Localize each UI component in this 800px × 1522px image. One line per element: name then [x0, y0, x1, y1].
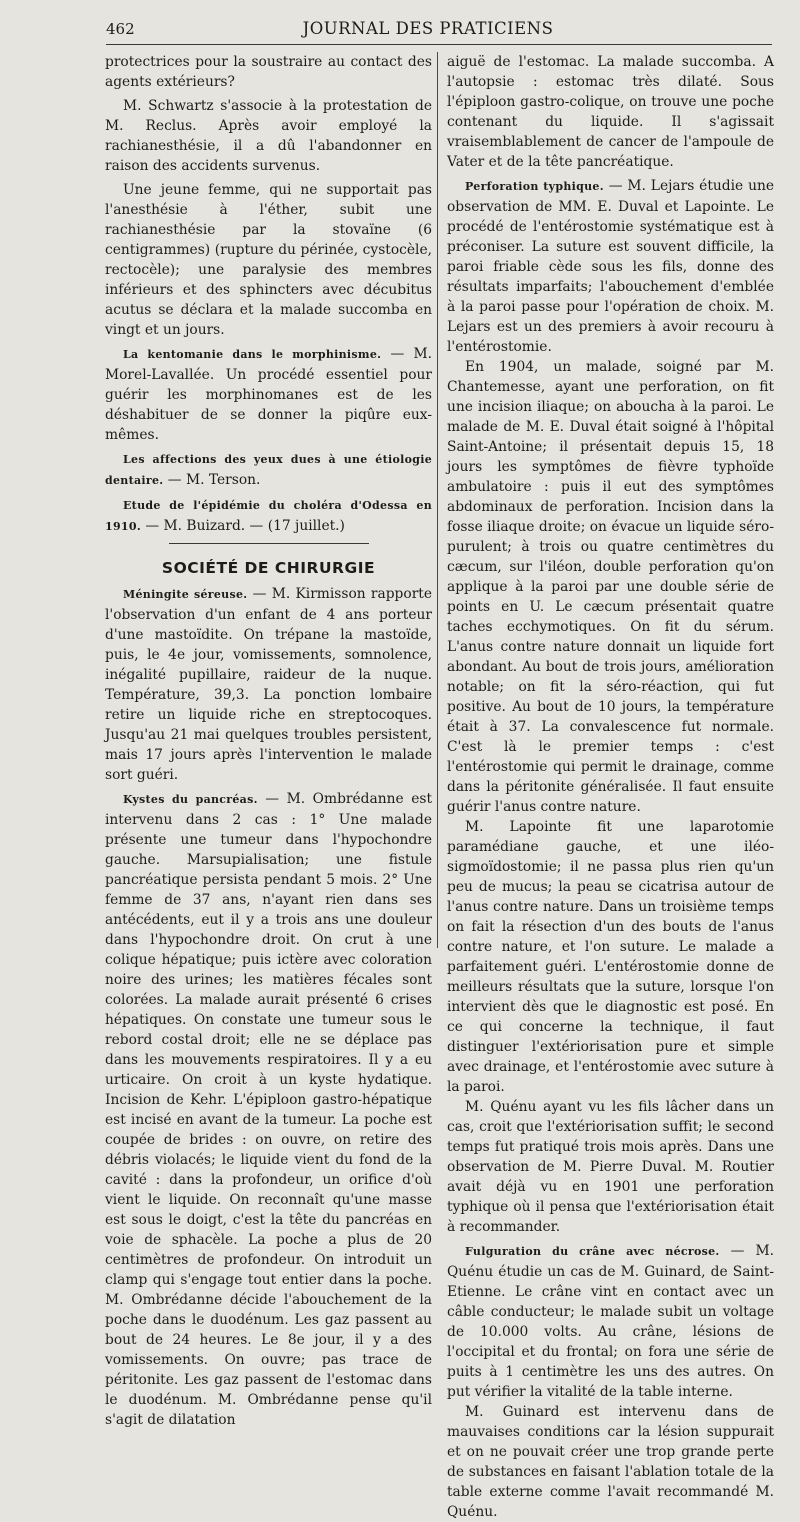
entry-affections-yeux — [105, 449, 432, 491]
entry-text: — M. Ombrédanne est intervenu dans 2 cas : 1° Une malade présente une tumeur dans l'hypochondre gauche. Marsupialisation; une fistule pancréatique persista pendant 5 mois. 2° Une femme de 37 ans, n'ayant rien dans ses antécédents, eut il y a trois ans une douleur dans l'hypochondre droit. On crut à une colique hépatique; puis ictère avec coloration noire des urines; les matières fécales sont colorées. La malade aurait présenté 6 crises hépatiques. On constate une tumeur sous le rebord costal droit; elle ne se déplace pas dans les mouvements respiratoires. Il y a eu urticaire. On croit à un kyste hydatique. Incision de Kehr. L'épiploon gastro-hépatique est incisé en avant de la tumeur. La poche est coupée de brides : on ouvre, on retire des débris violacés; le liquide vient du fond de la cavité : dans la profondeur, un orifice d'où vient le liquide. On reconnaît qu'une masse est sous le doigt, c'est la tête du pancréas en voie de sphacèle. La poche a plus de 20 centimètres de profondeur. On introduit un clamp qui s'engage tout entier dans la poche. M. Ombrédanne décide l'abouchement de la poche dans le duodénum. Les gaz passent au bout de 24 heures. Le 8e jour, il y a des vomissements. On ouvre; pas trace de péritonite. Les gaz passent de l'estomac dans le duodénum. M. Ombrédanne pense qu'il s'agit de dilatation — [105, 791, 432, 1428]
entry-text: — M. Quénu étudie un cas de M. Guinard, de Saint-Etienne. Le crâne vint en contact avec un câble conducteur; le malade subit un voltage de 10.000 volts. Au crâne, lésions de l'occipital et du frontal; on fora une série de puits à 1 centimètre les uns des autres. On put vérifier la vitalité de la table interne. — [447, 1243, 774, 1400]
entry-text: — M. Terson. — [167, 472, 261, 488]
entry-title: Etude de l'épidémie du choléra d'Odessa en 1910. — [105, 499, 432, 533]
paragraph: Une jeune femme, qui ne supportait pas l'anesthésie à l'éther, subit une rachianesthésie par la stovaïne (6 centigrammes) (rupture du périnée, cystocèle, rectocèle); une paralysie des membres inférieurs et des sphincters avec décubitus acutus se déclara et la malade succomba en vingt et un jours. — [105, 182, 432, 338]
paragraph: aiguë de l'estomac. La malade succomba. A l'autopsie : estomac très dilaté. Sous l'épiploon gastro-colique, on trouve une poche contenant du liquide. Il s'agissait vraisemblablement de cancer de l'ampoule de Vater et de la tête pancréatique. — [447, 54, 774, 170]
journal-title: JOURNAL DES PRATICIENS — [302, 19, 554, 38]
entry-cholera — [105, 495, 432, 537]
paragraph: M. Quénu ayant vu les fils lâcher dans un cas, croit que l'extériorisation suffit; le second temps fut pratiqué trois mois après. Dans une observation de M. Pierre Duval. M. Routier avait déjà vu en 1901 une perforation typhique où il pensa que l'extériorisation était à recommander. — [447, 1099, 774, 1235]
left-column — [105, 52, 432, 1430]
paragraph: M. Guinard est intervenu dans de mauvaises conditions car la lésion suppurait et on ne pouvait créer une trop grande perte de substances en faisant l'ablation totale de la table externe comme l'avait recommandé M. Quénu. — [447, 1404, 774, 1520]
paragraph: protectrices pour la soustraire au contact des agents extérieurs? — [105, 54, 432, 90]
entry-fulguration — [447, 1241, 774, 1402]
paragraph: En 1904, un malade, soigné par M. Chantemesse, ayant une perforation, on fit une incision iliaque; on aboucha à la paroi. Le malade de M. E. Duval était soigné à l'hôpital Saint-Antoine; il présentait depuis 15, 18 jours les symptômes de fièvre typhoïde ambulatoire : puis il eut des symptômes abdominaux de perforation. Incision dans la fosse iliaque droite; on évacue un liquide séro-purulent; à trois ou quatre centimètres du cæcum, sur l'iléon, double perforation qu'on applique à la paroi par une double série de points en U. Le cæcum présentait quatre taches ecchymotiques. On fit du sérum. L'anus contre nature donnait un liquide fort abondant. Au bout de trois jours, amélioration notable; on fit la séro-réaction, qui fut positive. Au bout de 10 jours, la température était à 37. La convalescence fut normale. C'est là le premier temps : c'est l'entérostomie qui permit le drainage, comme dans la péritonite généralisée. Il faut ensuite guérir l'anus contre nature. — [447, 359, 774, 815]
entry-kentomanie — [105, 344, 432, 445]
entry-kystes-pancreas — [105, 789, 432, 1430]
entry-title: Fulguration du crâne avec nécrose. — [465, 1245, 720, 1258]
entry-text: — M. Lejars étudie une observation de MM. E. Duval et Lapointe. Le procédé de l'entérostomie systématique est à préconiser. La suture est souvent difficile, la paroi friable cède sous les fils, donne des résultats imparfaits; l'abouchement d'emblée à la paroi passe pour l'opération de choix. M. Lejars est un des premiers à avoir recouru à l'entérostomie. — [447, 178, 775, 355]
right-column — [447, 52, 774, 1522]
entry-text: — M. Kirmisson rapporte l'observation d'un enfant de 4 ans porteur d'une mastoïdite. On trépane la mastoïde, puis, le 4e jour, vomissements, somnolence, inégalité pupillaire, raideur de la nuque. Température, 39,3. La ponction lombaire retire un liquide riche en streptocoques. Jusqu'au 21 mai quelques troubles persistent, mais 17 jours après l'intervention le malade sort guéri. — [105, 586, 432, 783]
entry-title: Kystes du pancréas. — [123, 793, 258, 806]
page-header — [106, 18, 750, 40]
section-title: SOCIÉTÉ DE CHIRURGIE — [161, 559, 376, 577]
entry-title: Les affections des yeux dues à une étiologie dentaire. — [105, 453, 432, 487]
section-divider — [169, 543, 369, 544]
paragraph: M. Schwartz s'associe à la protestation de M. Reclus. Après avoir employé la rachianesthésie, il a dû l'abandonner en raison des accidents survenus. — [105, 98, 432, 174]
entry-title: Perforation typhique. — [465, 180, 604, 193]
page-number: 462 — [106, 20, 135, 38]
column-divider — [437, 52, 438, 948]
entry-title: Méningite séreuse. — [123, 588, 248, 601]
header-rule — [106, 44, 772, 45]
entry-meningite — [105, 584, 432, 785]
entry-text: — M. Morel-Lavallée. Un procédé essentiel pour guérir les morphinomanes est de les déshabituer de se donner la piqûre eux-mêmes. — [105, 346, 432, 443]
entry-perforation-typhique — [447, 176, 774, 357]
entry-text: — M. Buizard. — (17 juillet.) — [145, 518, 345, 534]
paragraph: M. Lapointe fit une laparotomie paramédiane gauche, et une iléo-sigmoïdostomie; il ne passa plus rien qu'un peu de mucus; la peau se cicatrisa autour de l'anus contre nature. Dans un troisième temps on fait la résection d'un des bouts de l'anus contre nature, et l'on suture. Le malade a parfaitement guéri. L'entérostomie donne de meilleurs résultats que la suture, lorsque l'on intervient dès que le diagnostic est posé. En ce qui concerne la technique, il faut distinguer l'extériorisation pure et simple avec drainage, et l'entérostomie avec suture à la paroi. — [447, 819, 774, 1095]
entry-title: La kentomanie dans le morphinisme. — [123, 348, 382, 361]
